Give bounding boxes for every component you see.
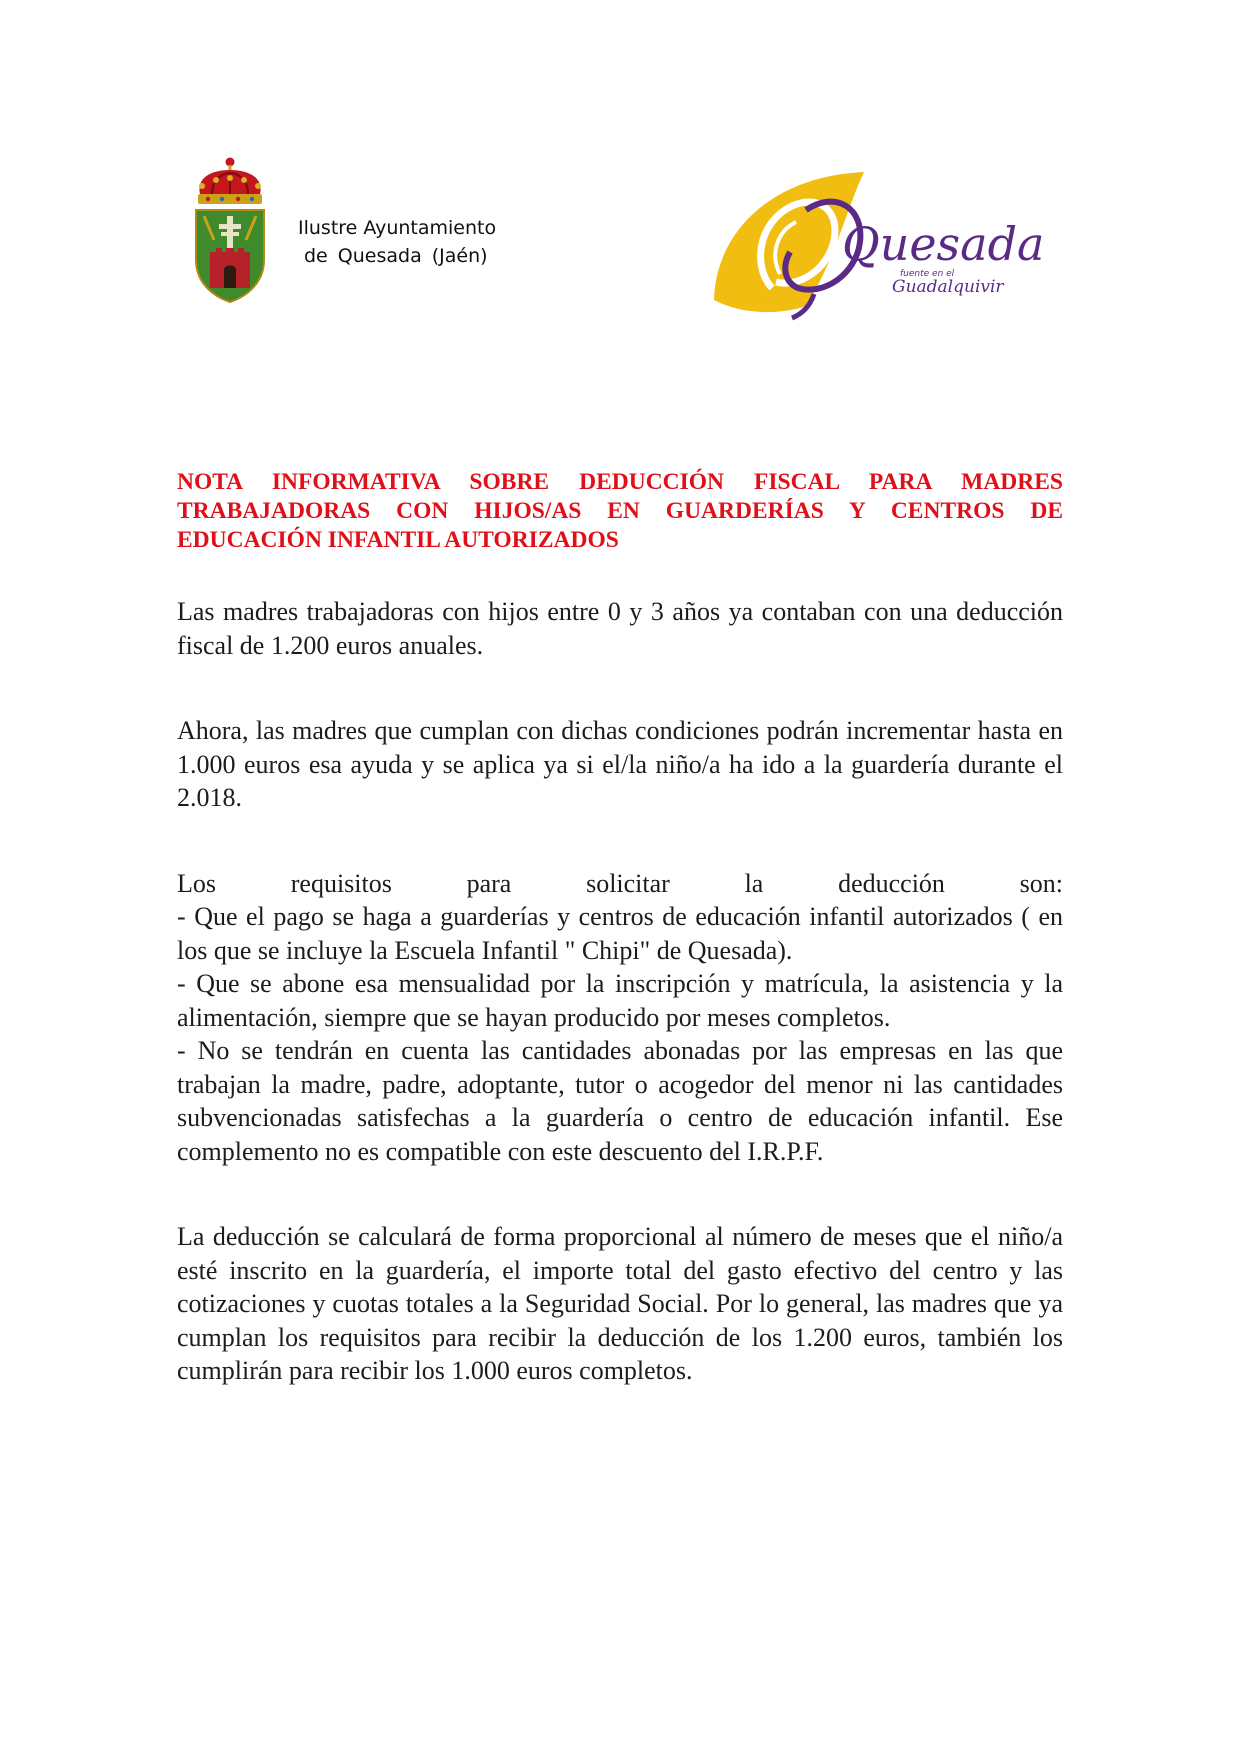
municipality-line-1: Ilustre Ayuntamiento xyxy=(298,217,497,239)
paragraph-4: La deducción se calculará de forma proporcional al número de meses que el niño/a esté inscrito en la guardería, el importe total del gasto efectivo del centro y las cotizaciones y cuotas totales a la Seguridad Social. Por lo general, las madres que ya cumplan los requisitos para recibir la deducción de los 1.200 euros, también los cumplirán para recibir los 1.000 euros completos. xyxy=(177,1222,1063,1385)
requirement-item-2: - Que se abone esa mensualidad por la inscripción y matrícula, la asistencia y la alimentación, siempre que se hayan producido por meses completos. xyxy=(177,969,1063,1032)
shield-icon xyxy=(196,210,264,302)
logo-small: fuente en el xyxy=(900,269,955,279)
municipality-name xyxy=(298,214,496,270)
requirements-section xyxy=(177,867,1063,1169)
municipal-crest-logo xyxy=(192,156,268,304)
requirements-intro: Los requisitos para solicitar la deducción son: xyxy=(177,868,1063,898)
paragraph-1: Las madres trabajadoras con hijos entre 0 y 3 años ya contaban con una deducción fiscal de 1.200 euros anuales. xyxy=(177,597,1063,660)
quesada-logo xyxy=(714,170,1045,320)
paragraph-2: Ahora, las madres que cumplan con dichas condiciones podrán incrementar hasta en 1.000 euros esa ayuda y se aplica ya si el/la niño/a ha ido a la guardería durante el 2.018. xyxy=(177,716,1063,812)
requirement-item-3: - No se tendrán en cuenta las cantidades abonadas por las empresas en las que trabajan la madre, padre, adoptante, tutor o acogedor del menor ni las cantidades subvencionadas satisfechas a la guardería o centro de educación infantil. Ese complemento no es compatible con este descuento del I.R.P.F. xyxy=(177,1036,1063,1166)
logo-tagline: Guadalquivir xyxy=(892,277,1004,297)
crown-icon xyxy=(198,158,262,205)
requirement-item-1: - Que el pago se haga a guarderías y centros de educación infantil autorizados ( en los que se incluye la Escuela Infantil " Chipi" de Quesada). xyxy=(177,902,1063,965)
logo-word: Quesada xyxy=(842,217,1045,271)
document-title: NOTA INFORMATIVA SOBRE DEDUCCIÓN FISCAL PARA MADRES TRABAJADORAS CON HIJOS/AS EN GUARDERÍAS Y CENTROS DE EDUCACIÓN INFANTIL AUTORIZADOS xyxy=(177,469,1063,553)
municipality-line-2: de Quesada (Jaén) xyxy=(304,245,488,267)
document-body xyxy=(177,468,1063,1388)
